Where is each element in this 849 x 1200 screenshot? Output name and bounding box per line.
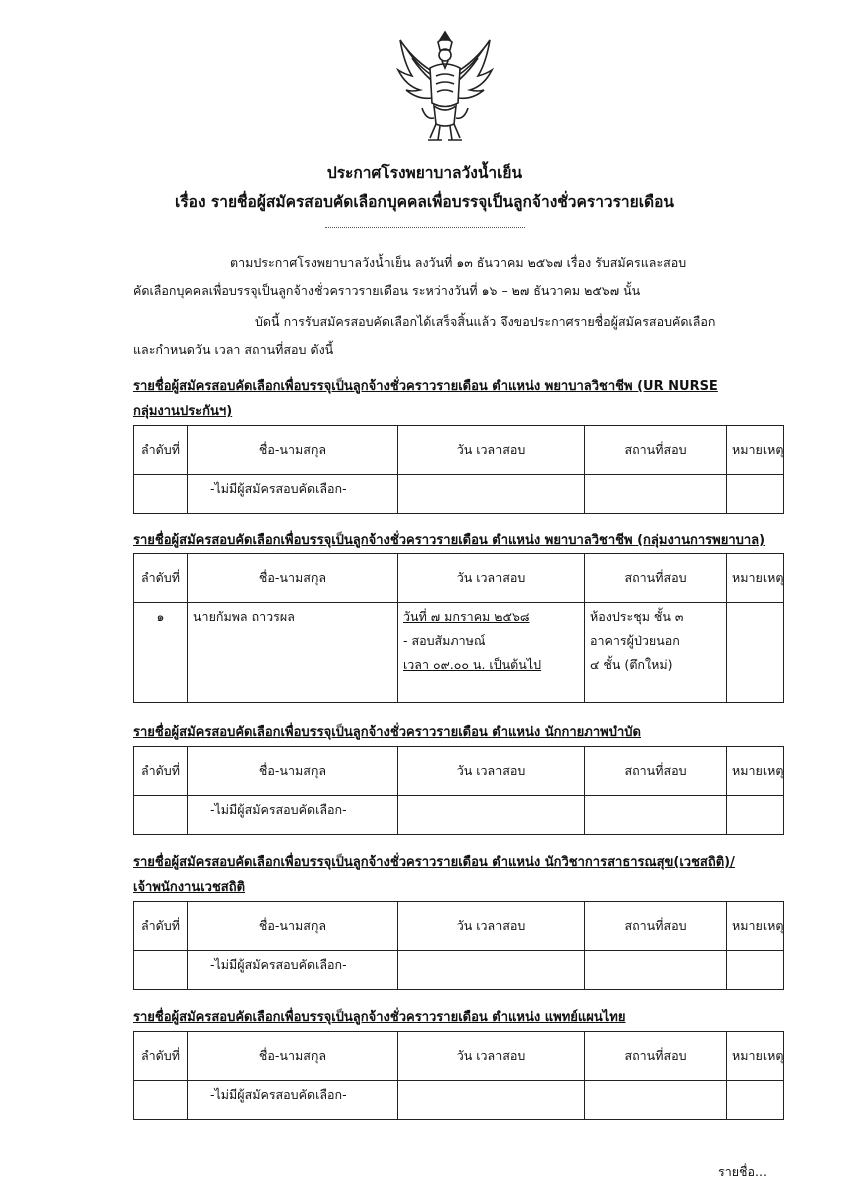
col-datetime-header: วัน เวลาสอบ: [398, 1032, 585, 1081]
col-no-header: ลำดับที่: [134, 554, 188, 603]
col-no-header: ลำดับที่: [134, 426, 188, 475]
table-row: [134, 1081, 784, 1120]
table-header-row: [134, 902, 784, 951]
cell-name: -ไม่มีผู้สมัครสอบคัดเลือก-: [188, 796, 398, 835]
cell-datetime: [398, 603, 585, 703]
table-header-row: [134, 426, 784, 475]
col-datetime-header: วัน เวลาสอบ: [398, 902, 585, 951]
section-5-heading: รายชื่อผู้สมัครสอบคัดเลือกเพื่อบรรจุเป็นลูกจ้างชั่วคราวรายเดือน ตำแหน่ง แพทย์แผนไทย: [133, 1010, 626, 1025]
col-place-header: สถานที่สอบ: [585, 902, 727, 951]
cell-place: [585, 603, 727, 703]
cell-place: [585, 1081, 727, 1120]
col-name-header: ชื่อ-นามสกุล: [188, 554, 398, 603]
title-divider: [325, 227, 525, 228]
col-datetime-header: วัน เวลาสอบ: [398, 554, 585, 603]
col-note-header: หมายเหตุ: [727, 1032, 784, 1081]
cell-note: [727, 951, 784, 990]
section-4-heading-line-2: เจ้าพนักงานเวชสถิติ: [133, 880, 246, 895]
cell-no: [134, 951, 188, 990]
col-datetime-header: วัน เวลาสอบ: [398, 747, 585, 796]
exam-activity: - สอบสัมภาษณ์: [403, 633, 486, 648]
section-3-table: [133, 746, 784, 835]
continuation-marker: รายชื่อ...: [718, 1164, 767, 1179]
cell-no: [134, 475, 188, 514]
cell-place: [585, 951, 727, 990]
cell-name: -ไม่มีผู้สมัครสอบคัดเลือก-: [188, 951, 398, 990]
cell-datetime: [398, 951, 585, 990]
col-note-header: หมายเหตุ: [727, 902, 784, 951]
cell-datetime: [398, 1081, 585, 1120]
cell-no: [134, 1081, 188, 1120]
col-place-header: สถานที่สอบ: [585, 747, 727, 796]
section-2-table: [133, 553, 784, 703]
col-note-header: หมายเหตุ: [727, 554, 784, 603]
cell-name: นายกัมพล ถาวรผล: [188, 603, 398, 703]
col-place-header: สถานที่สอบ: [585, 426, 727, 475]
cell-note: [727, 603, 784, 703]
col-no-header: ลำดับที่: [134, 747, 188, 796]
col-place-header: สถานที่สอบ: [585, 1032, 727, 1081]
col-note-header: หมายเหตุ: [727, 426, 784, 475]
cell-datetime: [398, 796, 585, 835]
col-place-header: สถานที่สอบ: [585, 554, 727, 603]
section-4-table: [133, 901, 784, 990]
section-5-table: [133, 1031, 784, 1120]
exam-date: วันที่ ๗ มกราคม ๒๕๖๘: [403, 609, 530, 624]
cell-no: [134, 796, 188, 835]
cell-place: [585, 475, 727, 514]
col-datetime-header: วัน เวลาสอบ: [398, 426, 585, 475]
intro-paragraph-line-3: บัดนี้ การรับสมัครสอบคัดเลือกได้เสร็จสิ้นแล้ว จึงขอประกาศรายชื่อผู้สมัครสอบคัดเลือก: [255, 314, 716, 329]
intro-paragraph-line-1: ตามประกาศโรงพยาบาลวังน้ำเย็น ลงวันที่ ๑๓ ธันวาคม ๒๕๖๗ เรื่อง รับสมัครและสอบ: [230, 255, 687, 270]
table-row: [134, 951, 784, 990]
col-name-header: ชื่อ-นามสกุล: [188, 747, 398, 796]
garuda-emblem-icon: [390, 28, 500, 153]
cell-no: ๑: [134, 603, 188, 703]
col-name-header: ชื่อ-นามสกุล: [188, 426, 398, 475]
place-line-3: ๔ ชั้น (ตึกใหม่): [590, 657, 673, 672]
intro-paragraph-line-2: คัดเลือกบุคคลเพื่อบรรจุเป็นลูกจ้างชั่วคราวรายเดือน ระหว่างวันที่ ๑๖ – ๒๗ ธันวาคม ๒๕๖๗ นั้น: [133, 283, 641, 298]
section-2-heading: รายชื่อผู้สมัครสอบคัดเลือกเพื่อบรรจุเป็นลูกจ้างชั่วคราวรายเดือน ตำแหน่ง พยาบาลวิชาชีพ (กลุ่มงานการพยาบาล): [133, 533, 766, 548]
table-header-row: [134, 554, 784, 603]
col-no-header: ลำดับที่: [134, 1032, 188, 1081]
cell-datetime: [398, 475, 585, 514]
cell-place: [585, 796, 727, 835]
section-1-table: [133, 425, 784, 514]
intro-paragraph-line-4: และกำหนดวัน เวลา สถานที่สอบ ดังนี้: [133, 342, 334, 357]
cell-note: [727, 475, 784, 514]
cell-name: -ไม่มีผู้สมัครสอบคัดเลือก-: [188, 475, 398, 514]
document-title: ประกาศโรงพยาบาลวังน้ำเย็น: [326, 164, 523, 182]
col-name-header: ชื่อ-นามสกุล: [188, 1032, 398, 1081]
section-1-heading: รายชื่อผู้สมัครสอบคัดเลือกเพื่อบรรจุเป็นลูกจ้างชั่วคราวรายเดือน ตำแหน่ง พยาบาลวิชาชีพ (UR NURSE: [133, 379, 718, 394]
document-subject: เรื่อง รายชื่อผู้สมัครสอบคัดเลือกบุคคลเพื่อบรรจุเป็นลูกจ้างชั่วคราวรายเดือน: [175, 193, 674, 211]
section-3-heading: รายชื่อผู้สมัครสอบคัดเลือกเพื่อบรรจุเป็นลูกจ้างชั่วคราวรายเดือน ตำแหน่ง นักกายภาพบำบัด: [133, 725, 641, 740]
table-header-row: [134, 1032, 784, 1081]
exam-time: เวลา ๐๙.๐๐ น. เป็นต้นไป: [403, 657, 542, 672]
cell-note: [727, 1081, 784, 1120]
col-no-header: ลำดับที่: [134, 902, 188, 951]
table-row: [134, 475, 784, 514]
col-name-header: ชื่อ-นามสกุล: [188, 902, 398, 951]
table-header-row: [134, 747, 784, 796]
table-row: [134, 603, 784, 703]
place-line-2: อาคารผู้ป่วยนอก: [590, 633, 680, 648]
place-line-1: ห้องประชุม ชั้น ๓: [590, 609, 684, 624]
section-1-heading-line-2: กลุ่มงานประกันฯ): [133, 404, 233, 419]
cell-note: [727, 796, 784, 835]
cell-name: -ไม่มีผู้สมัครสอบคัดเลือก-: [188, 1081, 398, 1120]
table-row: [134, 796, 784, 835]
section-4-heading: รายชื่อผู้สมัครสอบคัดเลือกเพื่อบรรจุเป็นลูกจ้างชั่วคราวรายเดือน ตำแหน่ง นักวิชาการสาธารณสุข(เวชสถิติ)/: [133, 855, 735, 870]
col-note-header: หมายเหตุ: [727, 747, 784, 796]
